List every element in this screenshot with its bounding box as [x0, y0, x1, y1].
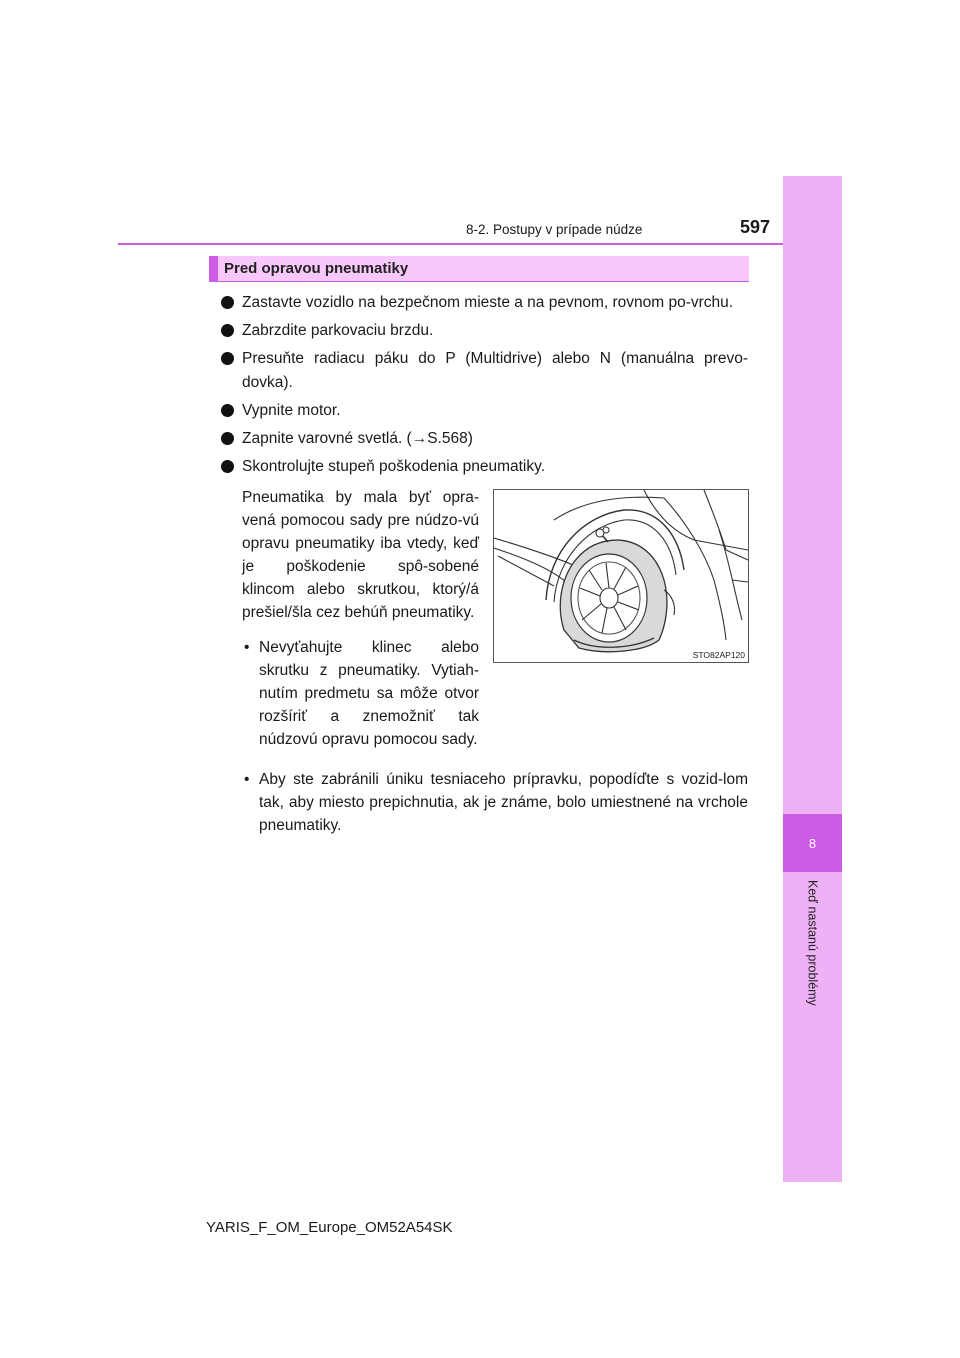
bullet-dot-icon — [221, 432, 234, 445]
list-item — [221, 347, 748, 395]
list-item — [221, 427, 748, 451]
list-item — [221, 291, 748, 315]
sub-bullet-item — [242, 636, 479, 751]
chapter-title: Keď nastanú problémy — [805, 880, 820, 1006]
bullet-text: Zabrzdite parkovaciu brzdu. — [242, 322, 434, 339]
bullet-dot-icon — [221, 324, 234, 337]
section-heading: Pred opravou pneumatiky — [224, 260, 409, 277]
bullet-text: Zapnite varovné svetlá. (→S.568) — [242, 430, 473, 447]
section-heading-bar — [209, 256, 749, 282]
list-item — [221, 455, 748, 479]
bullet-dot-icon — [221, 352, 234, 365]
body-paragraph: Pneumatika by mala byť opra-vená pomocou sady pre núdzo-vú opravu pneumatiky iba vtedy, keď je poškodenie spô-sobené klincom alebo skrutkou, ktorý/á prešiel/šla cez behúň pneumatiky. — [242, 489, 479, 621]
header-divider — [118, 243, 783, 245]
bullet-dot-icon — [221, 460, 234, 473]
sub-bullet-text: Aby ste zabránili úniku tesniaceho prípravku, popodíďte s vozid-lom tak, aby miesto prepichnutia, ak je známe, bolo umiestnené na vrchole pneumatiky. — [259, 771, 748, 834]
sub-bullet-mark: • — [244, 639, 250, 656]
bullet-dot-icon — [221, 404, 234, 417]
page-number: 597 — [740, 217, 771, 237]
bullet-text: Zastavte vozidlo na bezpečnom mieste a na pevnom, rovnom po-vrchu. — [242, 294, 734, 311]
bullet-text: Vypnite motor. — [242, 402, 341, 419]
chapter-number: 8 — [808, 835, 817, 851]
tire-illustration — [493, 489, 749, 663]
sub-bullet-text: Nevyťahujte klinec alebo skrutku z pneumatiky. Vytiah-nutím predmetu sa môže otvor rozšíriť a znemožniť tak núdzovú opravu pomocou sady. — [259, 639, 479, 748]
header-section-title: 8-2. Postupy v prípade núdze — [466, 222, 643, 237]
figure-code: STO82AP120 — [692, 650, 745, 660]
chapter-title-vertical — [783, 880, 842, 1040]
sub-bullet-item — [242, 768, 748, 837]
bullet-dot-icon — [221, 296, 234, 309]
list-item — [221, 319, 748, 343]
flat-tire-drawing — [494, 490, 748, 662]
list-item — [221, 399, 748, 423]
chapter-number-badge — [783, 814, 842, 872]
bullet-text: Skontrolujte stupeň poškodenia pneumatiky. — [242, 458, 546, 475]
bullet-text: Presuňte radiacu páku do P (Multidrive) alebo N (manuálna prevo-dovka). — [242, 350, 748, 391]
bullet-list — [221, 291, 748, 483]
footer-document-code: YARIS_F_OM_Europe_OM52A54SK — [206, 1219, 453, 1236]
sub-bullet-mark: • — [244, 771, 250, 788]
